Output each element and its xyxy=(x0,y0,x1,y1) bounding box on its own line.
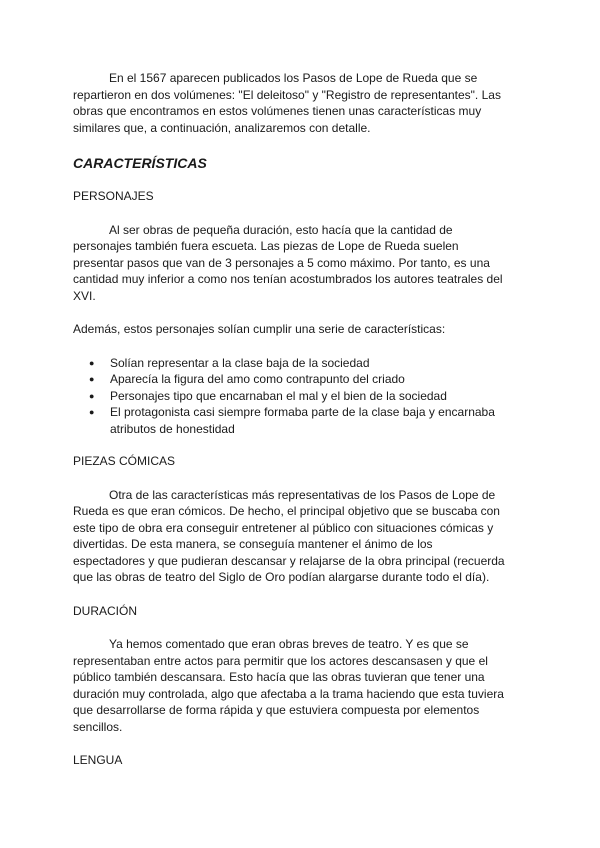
list-item-text: El protagonista casi siempre formaba parte de la clase baja y encarnaba atributos de honestidad xyxy=(110,405,495,436)
bullet-icon: ● xyxy=(89,357,95,368)
heading-personajes: PERSONAJES xyxy=(73,189,154,203)
bullet-icon: ● xyxy=(89,374,95,384)
list-item xyxy=(73,388,505,405)
section-title: CARACTERÍSTICAS xyxy=(73,155,207,171)
duracion-paragraph: Ya hemos comentado que eran obras breves de teatro. Y es que se representaban entre actos para permitir que los actores descansasen y que el público también descansara. Esto hacía que las obras tuvieran que tener una duración muy controlada, algo que afectaba a la trama haciendo que esta tuviera que desarrollarse de forma rápida y que estuviera compuesta por elementos sencillos. xyxy=(73,637,504,734)
bullet-icon: ● xyxy=(89,407,95,417)
heading-piezas-comicas: PIEZAS CÓMICAS xyxy=(73,454,176,468)
document-page xyxy=(73,70,505,786)
intro-paragraph: En el 1567 aparecen publicados los Pasos de Lope de Rueda que se repartieron en dos volúmenes: "El deleitoso" y "Registro de representantes". Las obras que encontramos en estos volúmenes tienen unas características muy similares que, a continuación, analizaremos con detalle. xyxy=(73,71,501,135)
heading-lengua: LENGUA xyxy=(73,753,123,767)
bullet-icon: ● xyxy=(89,390,95,401)
personajes-paragraph: Al ser obras de pequeña duración, esto hacía que la cantidad de personajes también fuera escueta. Las piezas de Lope de Rueda suelen presentar pasos que van de 3 personajes a 5 como máximo. Por tanto, es una cantidad muy inferior a como nos tenían acostumbrados los autores teatrales del XVI. xyxy=(73,222,503,303)
piezas-comicas-paragraph: Otra de las características más representativas de los Pasos de Lope de Rueda es que eran cómicos. De hecho, el principal objetivo que se buscaba con este tipo de obra era conseguir entretener al público con situaciones cómicas y divertidas. De esta manera, se conseguía mantener el ánimo de los espectadores y que pudieran descansar y relajarse de la obra principal (recuerda que las obras de teatro del Siglo de Oro podían alargarse durante todo el día). xyxy=(73,487,505,584)
list-item xyxy=(73,371,505,388)
list-item-text: Aparecía la figura del amo como contrapunto del criado xyxy=(110,372,405,386)
list-item-text: Solían representar a la clase baja de la sociedad xyxy=(110,355,370,370)
heading-duracion: DURACIÓN xyxy=(73,603,138,618)
personajes-bullet-list xyxy=(73,355,505,438)
list-item xyxy=(73,404,505,437)
personajes-list-intro: Además, estos personajes solían cumplir una serie de características: xyxy=(73,322,446,336)
list-item-text: Personajes tipo que encarnaban el mal y el bien de la sociedad xyxy=(110,388,447,403)
list-item xyxy=(73,355,505,372)
